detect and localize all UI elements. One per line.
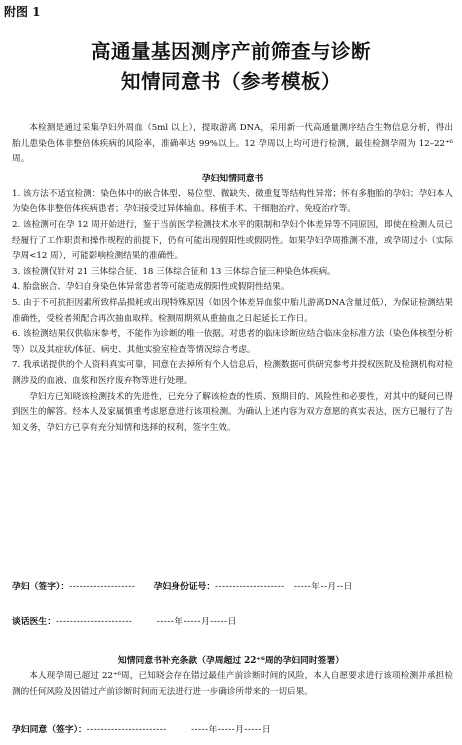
consent-items-list (12, 187, 453, 390)
consent-body (12, 121, 453, 436)
consent-item-4: 4. 胎盘嵌合、孕妇自身染色体异常患者等可能造成假阳性或假阴性结果。 (12, 282, 290, 293)
doctor-signature-field[interactable]: ---------------------- (56, 617, 133, 627)
consent-item-3: 3. 该检测仅针对 21 三体综合征、18 三体综合征和 13 三体综合征三种染色体疾病。 (12, 266, 336, 277)
document-title-line2: 知情同意书（参考模板） (120, 70, 341, 93)
consent-item-5: 5. 由于不可抗拒因素所致样品损耗或出现特殊原因（如因个体差异血浆中胎儿游离DNA含量过低），为保证检测结果准确性，受检者须配合再次抽血取样。检测周期须从重抽血之日起延长工作日。 (12, 297, 453, 324)
supplement-title: 知情同意书补充条款（孕周超过 22⁺⁶周的孕妇同时签署） (117, 656, 345, 666)
figure-label: 附图 1 (4, 5, 41, 19)
supplement-signature-label: 孕妇同意（签字）： (12, 725, 87, 735)
pregnant-signature-date[interactable]: -----年--月--日 (293, 582, 353, 592)
consent-item-6: 6. 该检测结果仅供临床参考，不能作为诊断的唯一依据。对患者的临床诊断应结合临床金标准方法（染色体核型分析等）以及其症状/体征、病史、其他实验室检查等情况综合考虑。 (12, 329, 453, 355)
doctor-signature-row (12, 614, 237, 627)
section-title: 孕妇知情同意书 (201, 173, 264, 184)
closing-paragraph: 孕妇方已知晓该检测技术的先进性，已充分了解该检查的性质、预期目的、风险性和必要性，对其中的疑问已得到医生的解答。经本人及家属慎重考虑愿意进行该项检测。为确认上述内容为双方意愿的真实表达，医方已履行了告知义务，孕妇方已享有充分知情和选择的权利，签字生效。 (12, 391, 453, 433)
id-number-field[interactable]: -------------------- (215, 582, 285, 592)
consent-item-2: 2. 该检测可在孕 12 周开始进行，鉴于当前医学检测技术水平的限制和孕妇个体差异等不同原因，即使在检测人员已经履行了工作职责和操作规程的前提下，仍有可能出现假阳性或假阴性。如果孕妇孕周推测不准，或孕周过小（实际孕周<12 周），可能影响检测结果的准确性。 (12, 219, 453, 262)
pregnant-signature-label: 孕妇（签字）： (12, 582, 70, 592)
document-title-line1: 高通量基因测序产前筛查与诊断 (90, 40, 371, 63)
intro-paragraph: 本检测是通过采集孕妇外周血（5ml 以上），提取游离 DNA，采用新一代高通量测序结合生物信息分析，得出胎儿患染色体非整倍体疾病的风险率，准确率达 99%以上。12 孕周以上均可进行检测，最佳检测孕周为 12–22⁺⁶周。 (12, 123, 453, 165)
supplement-text: 本人现孕周已超过 22⁺⁶周，已知晓会存在错过最佳产前诊断时间的风险，本人自愿要求进行该项检测并承担检测的任何风险及因错过产前诊断时间而无法进行进一步确诊所带来的一切后果。 (12, 671, 453, 697)
consent-item-1: 1. 该方法不适宜检测：染色体中的嵌合体型、易位型、微缺失、微重复等结构性异常；怀有多胞胎的孕妇；孕妇本人为染色体非整倍体疾病患者；孕妇接受过异体输血、移植手术、干细胞治疗、免疫治疗等。 (12, 188, 453, 215)
doctor-signature-date[interactable]: -----年-----月-----日 (156, 617, 237, 627)
id-number-label: 孕妇身份证号： (153, 582, 216, 592)
supplement-signature-field[interactable]: ----------------------- (86, 725, 167, 735)
consent-item-7: 7. 我承诺提供的个人资料真实可靠，同意在去掉所有个人信息后，检测数据可供研究参考并授权医院及检测机构对检测涉及的血液、血浆和医疗废弃物等进行处理。 (12, 360, 453, 386)
supplement-signature-date[interactable]: -----年-----月-----日 (191, 725, 272, 735)
pregnant-signature-field[interactable]: ------------------- (69, 582, 136, 592)
doctor-signature-label: 谈话医生： (12, 617, 56, 627)
pregnant-signature-row (12, 579, 353, 592)
supplement-signature-row (12, 722, 271, 735)
